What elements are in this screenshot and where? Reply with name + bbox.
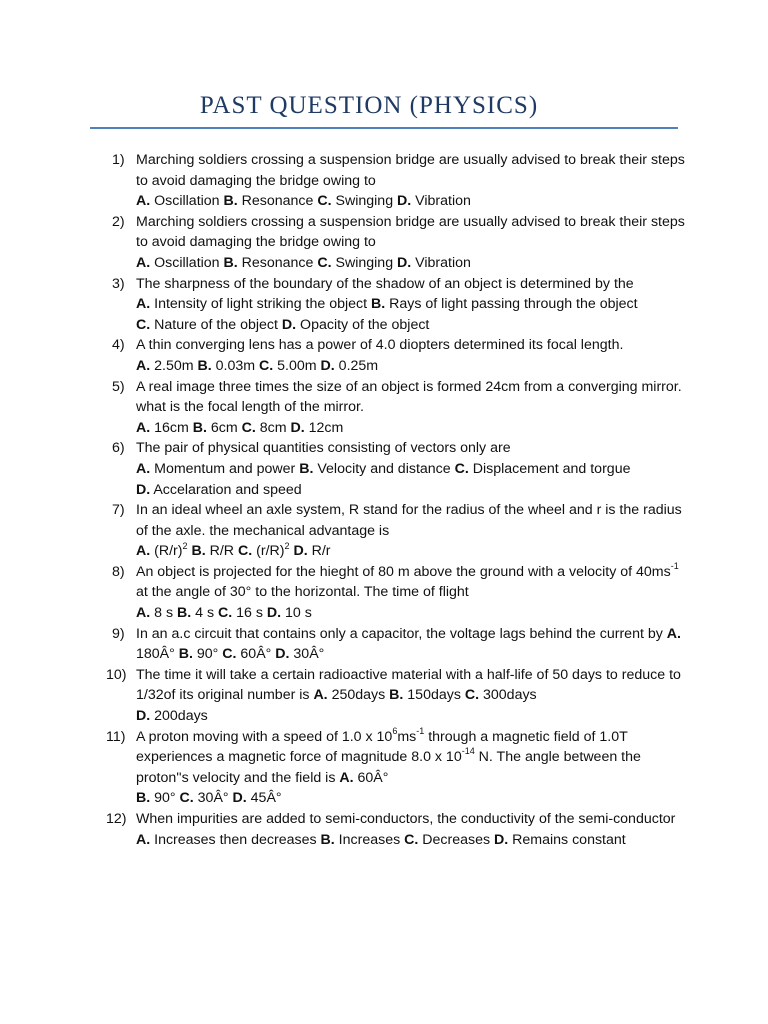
option-letter: C. — [317, 254, 332, 271]
question-number: 1) — [112, 152, 125, 168]
superscript: -14 — [461, 746, 475, 757]
option-letter: A. — [136, 357, 151, 374]
text-run: In an a.c circuit that contains only a capacitor, the voltage lags behind the current by — [136, 625, 667, 642]
question-text — [136, 561, 679, 622]
question-text — [136, 337, 623, 374]
text-run: 30Â° — [193, 790, 233, 807]
text-run: Swinging — [331, 254, 398, 271]
question-number: 4) — [112, 337, 125, 354]
question-number: 5) — [112, 378, 125, 395]
option-letter: D. — [232, 790, 247, 807]
option-letter: C. — [179, 790, 194, 807]
option-letter: D. — [320, 357, 335, 374]
option-letter: A. — [136, 419, 151, 436]
question-text — [136, 379, 682, 436]
question-number: 6) — [112, 440, 125, 457]
text-run: Accelaration and speed — [150, 481, 302, 498]
option-letter: A. — [136, 460, 151, 477]
question-item — [90, 500, 690, 562]
text-run: 250days — [327, 687, 390, 704]
question-item — [90, 274, 690, 336]
question-item — [90, 727, 690, 809]
option-letter: A. — [313, 687, 328, 704]
option-letter: B. — [371, 296, 386, 313]
question-item — [90, 624, 690, 665]
question-text — [136, 502, 682, 559]
option-letter: A. — [136, 296, 151, 313]
option-letter: A. — [136, 254, 151, 271]
text-run: 16cm — [150, 419, 193, 436]
option-letter: C. — [218, 605, 233, 622]
option-letter: C. — [222, 646, 237, 663]
option-letter: B. — [178, 646, 193, 663]
option-letter: B. — [299, 460, 314, 477]
option-letter: A. — [136, 831, 151, 848]
option-letter: C. — [241, 419, 256, 436]
text-run: at the angle of 30° to the horizontal. The time of flight — [136, 584, 469, 601]
option-letter: C. — [454, 460, 469, 477]
question-number: 3) — [112, 275, 125, 292]
page-title: PAST QUESTION (PHYSICS) — [199, 92, 539, 119]
text-run: 90° — [150, 790, 180, 807]
question-text — [136, 276, 638, 333]
text-run: A proton moving with a speed of 1.0 x 10 — [136, 728, 393, 745]
question-list — [90, 150, 690, 850]
text-run: Momentum and power — [150, 460, 300, 477]
text-run: 12cm — [304, 419, 344, 436]
option-letter: B. — [320, 831, 335, 848]
text-run: 10 s — [281, 605, 312, 622]
text-run: 200days — [150, 708, 208, 725]
question-text — [136, 152, 685, 209]
option-letter: B. — [177, 605, 192, 622]
option-letter: D. — [290, 419, 305, 436]
question-item — [90, 377, 690, 439]
text-run: Increases — [334, 831, 405, 848]
text-run: 4 s — [191, 605, 218, 622]
option-letter: A. — [666, 625, 681, 642]
text-run: Vibration — [411, 193, 471, 210]
text-run: 45Â° — [246, 790, 282, 807]
text-run: 60Â° — [236, 646, 276, 663]
option-letter: C. — [237, 543, 253, 560]
text-run: 2.50m — [150, 357, 198, 374]
option-letter: D. — [266, 605, 282, 622]
question-number: 8) — [112, 563, 125, 580]
option-letter: D. — [281, 316, 297, 333]
question-number: 11) — [106, 728, 126, 745]
question-number: 2) — [112, 213, 125, 230]
option-letter: D. — [136, 708, 151, 725]
text-run: Rays of light passing through the object — [385, 296, 638, 313]
text-run: The time it will take a certain radioactive material with a half-life of 50 days to reduce to 1/32of its original number is — [136, 666, 681, 704]
option-letter: D. — [293, 543, 308, 560]
text-run: Remains constant — [508, 831, 626, 848]
option-letter: B. — [389, 687, 404, 704]
text-run: 0.03m — [211, 357, 260, 374]
text-run: The sharpness of the boundary of the shadow of an object is determined by the — [136, 275, 634, 292]
text-run: Intensity of light striking the object — [150, 296, 371, 313]
text-run: 5.00m — [273, 357, 321, 374]
question-item — [90, 335, 690, 376]
option-letter: B. — [191, 543, 206, 560]
option-letter: B. — [192, 419, 207, 436]
option-letter: B. — [223, 193, 238, 210]
superscript: 2 — [284, 540, 290, 551]
option-letter: D. — [275, 646, 290, 663]
text-run: 6cm — [206, 419, 242, 436]
question-text — [136, 626, 681, 663]
question-item — [90, 562, 690, 624]
option-letter: C. — [317, 193, 332, 210]
question-text — [136, 440, 630, 497]
option-letter: A. — [136, 543, 151, 560]
question-item — [90, 212, 690, 274]
question-item — [90, 438, 690, 500]
text-run: 180Â° — [136, 646, 179, 663]
text-run: Oscillation — [150, 254, 224, 271]
text-run: Swinging — [331, 193, 398, 210]
text-run: R/R — [205, 543, 238, 560]
option-letter: A. — [136, 193, 151, 210]
text-run: 8 s — [150, 605, 177, 622]
question-text — [136, 811, 675, 848]
option-letter: A. — [339, 769, 354, 786]
text-run: Resonance — [237, 254, 318, 271]
text-run: (R/r) — [150, 543, 183, 560]
question-number: 7) — [112, 502, 125, 519]
question-item — [90, 150, 690, 212]
option-letter: B. — [136, 790, 151, 807]
option-letter: C. — [259, 357, 274, 374]
superscript: 2 — [182, 540, 188, 551]
text-run: Increases then decreases — [150, 831, 321, 848]
text-run: In an ideal wheel an axle system, R stand for the radius of the wheel and r is the radius of the axle. the mechanical advantage is — [136, 502, 682, 539]
superscript: 6 — [392, 725, 398, 736]
text-run: A thin converging lens has a power of 4.0 diopters determined its focal length. — [136, 337, 624, 354]
option-letter: A. — [136, 605, 151, 622]
text-run: An object is projected for the hieght of 80 m above the ground with a velocity of 40ms — [136, 563, 671, 580]
option-letter: D. — [397, 254, 412, 271]
question-number: 10) — [106, 666, 127, 683]
superscript: -1 — [416, 725, 425, 736]
title-underline — [90, 127, 678, 129]
text-run: 0.25m — [334, 357, 379, 374]
option-letter: C. — [136, 316, 151, 333]
superscript: -1 — [670, 561, 679, 572]
text-run: 150days — [403, 687, 465, 704]
question-text — [136, 725, 641, 807]
text-run: A real image three times the size of an object is formed 24cm from a converging mirror. what is the focal length of the mirror. — [136, 378, 682, 416]
option-letter: D. — [494, 831, 509, 848]
text-run: 16 s — [232, 605, 267, 622]
text-run: 8cm — [255, 419, 291, 436]
text-run: ms — [397, 728, 417, 745]
text-run: Opacity of the object — [296, 316, 430, 333]
text-run: Velocity and distance — [313, 460, 455, 477]
question-text — [136, 667, 681, 724]
text-run: Nature of the object — [150, 316, 282, 333]
option-letter: D. — [136, 481, 151, 498]
text-run: Marching soldiers crossing a suspension bridge are usually advised to break their steps to avoid damaging the bridge owing to — [136, 152, 685, 189]
text-run: N. The angle between the proton''s velocity and the field is — [136, 749, 641, 786]
text-run: Oscillation — [150, 193, 224, 210]
text-run: through a magnetic field of 1.0T experiences a magnetic force of magnitude 8.0 x 10 — [136, 728, 628, 766]
text-run: Marching soldiers crossing a suspension bridge are usually advised to break their steps to avoid damaging the bridge owing to — [136, 213, 685, 251]
question-number: 12) — [106, 811, 127, 827]
option-letter: D. — [397, 193, 412, 210]
text-run: Decreases — [418, 831, 495, 848]
text-run: 300days — [479, 687, 537, 704]
text-run: 60Â° — [353, 769, 389, 786]
text-run: Vibration — [411, 254, 471, 271]
question-item — [90, 809, 690, 850]
question-item — [90, 665, 690, 727]
text-run: The pair of physical quantities consisting of vectors only are — [136, 440, 511, 457]
option-letter: B. — [223, 254, 238, 271]
text-run: Resonance — [237, 193, 318, 210]
text-run: Displacement and torgue — [468, 460, 631, 477]
option-letter: C. — [464, 687, 480, 704]
option-letter: C. — [404, 831, 419, 848]
text-run: 30Â° — [289, 646, 325, 663]
option-letter: B. — [197, 357, 212, 374]
question-number: 9) — [112, 625, 125, 642]
text-run: R/r — [307, 543, 331, 560]
question-text — [136, 214, 685, 271]
text-run: (r/R) — [252, 543, 285, 560]
text-run: When impurities are added to semi-conductors, the conductivity of the semi-conductor — [136, 811, 676, 827]
text-run: 90° — [192, 646, 223, 663]
